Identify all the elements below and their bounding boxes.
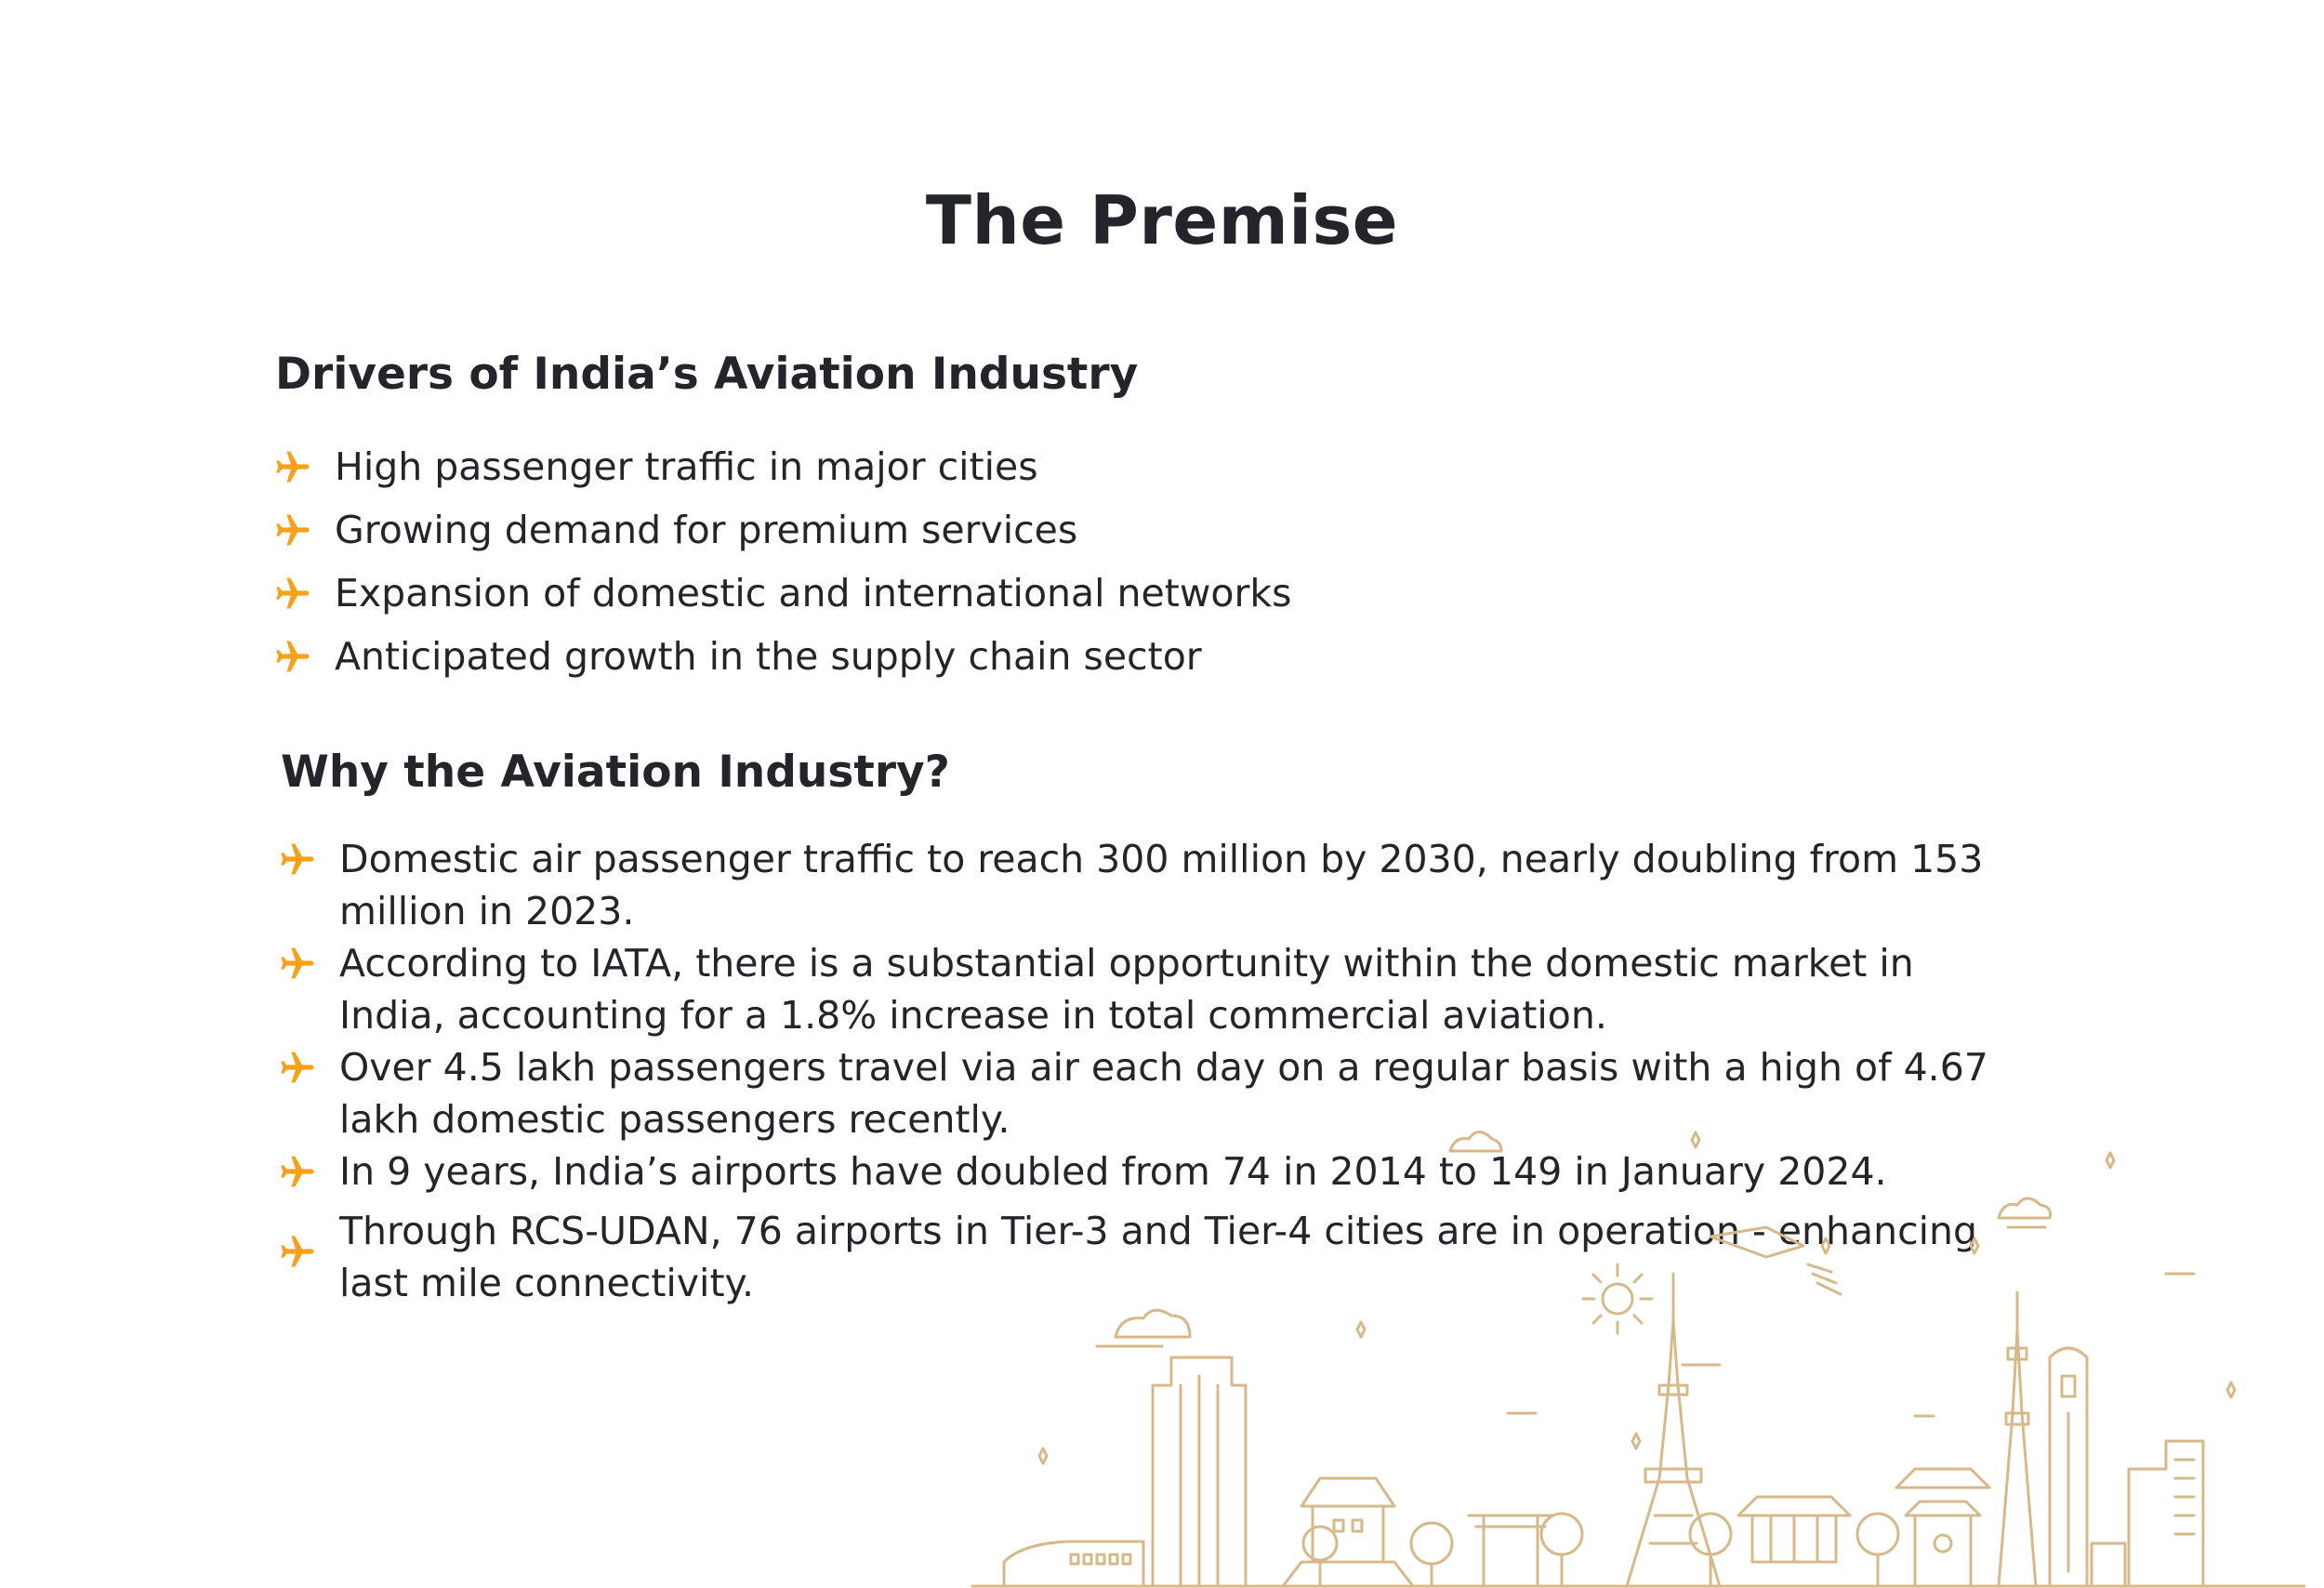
- list-item-text: Anticipated growth in the supply chain sector: [335, 634, 1202, 679]
- airplane-icon: [278, 839, 319, 880]
- list-item-text: Domestic air passenger traffic to reach 300 million by 2030, nearly doubling from 153 million in 2023.: [339, 837, 1984, 933]
- airplane-icon: [273, 573, 314, 614]
- list-item: [273, 567, 1482, 619]
- list-item-text: Through RCS-UDAN, 76 airports in Tier-3 and Tier-4 cities are in operation - enhancing last mile connectivity.: [339, 1209, 1978, 1305]
- list-item-text: In 9 years, India’s airports have doubled from 74 in 2014 to 149 in January 2024.: [339, 1149, 1887, 1194]
- list-item: [273, 504, 1482, 556]
- airplane-icon: [278, 1231, 319, 1272]
- list-item-text: According to IATA, there is a substantial opportunity within the domestic market in India, accounting for a 1.8% increase in total commercial aviation.: [339, 941, 1914, 1038]
- list-item-text: Growing demand for premium services: [335, 508, 1078, 552]
- list-item: [278, 937, 2007, 1041]
- list-item: [273, 441, 1482, 493]
- drivers-heading: Drivers of India’s Aviation Industry: [275, 349, 1139, 400]
- list-item-text: Over 4.5 lakh passengers travel via air each day on a regular basis with a high of 4.67 lakh domestic passengers recently.: [339, 1045, 1988, 1142]
- list-item: [278, 833, 2007, 937]
- airplane-icon: [273, 509, 314, 550]
- list-item: [273, 630, 1482, 682]
- drivers-list: [273, 441, 1482, 694]
- page-title: The Premise: [925, 181, 1399, 259]
- list-item-text: Expansion of domestic and international networks: [335, 571, 1292, 615]
- airplane-icon: [273, 446, 314, 487]
- airplane-icon: [273, 636, 314, 677]
- airplane-icon: [278, 1047, 319, 1088]
- airplane-icon: [278, 943, 319, 984]
- why-heading: Why the Aviation Industry?: [281, 747, 950, 798]
- city-skyline-illustration: [967, 1106, 2305, 1588]
- airplane-icon: [278, 1151, 319, 1192]
- list-item-text: High passenger traffic in major cities: [335, 444, 1038, 489]
